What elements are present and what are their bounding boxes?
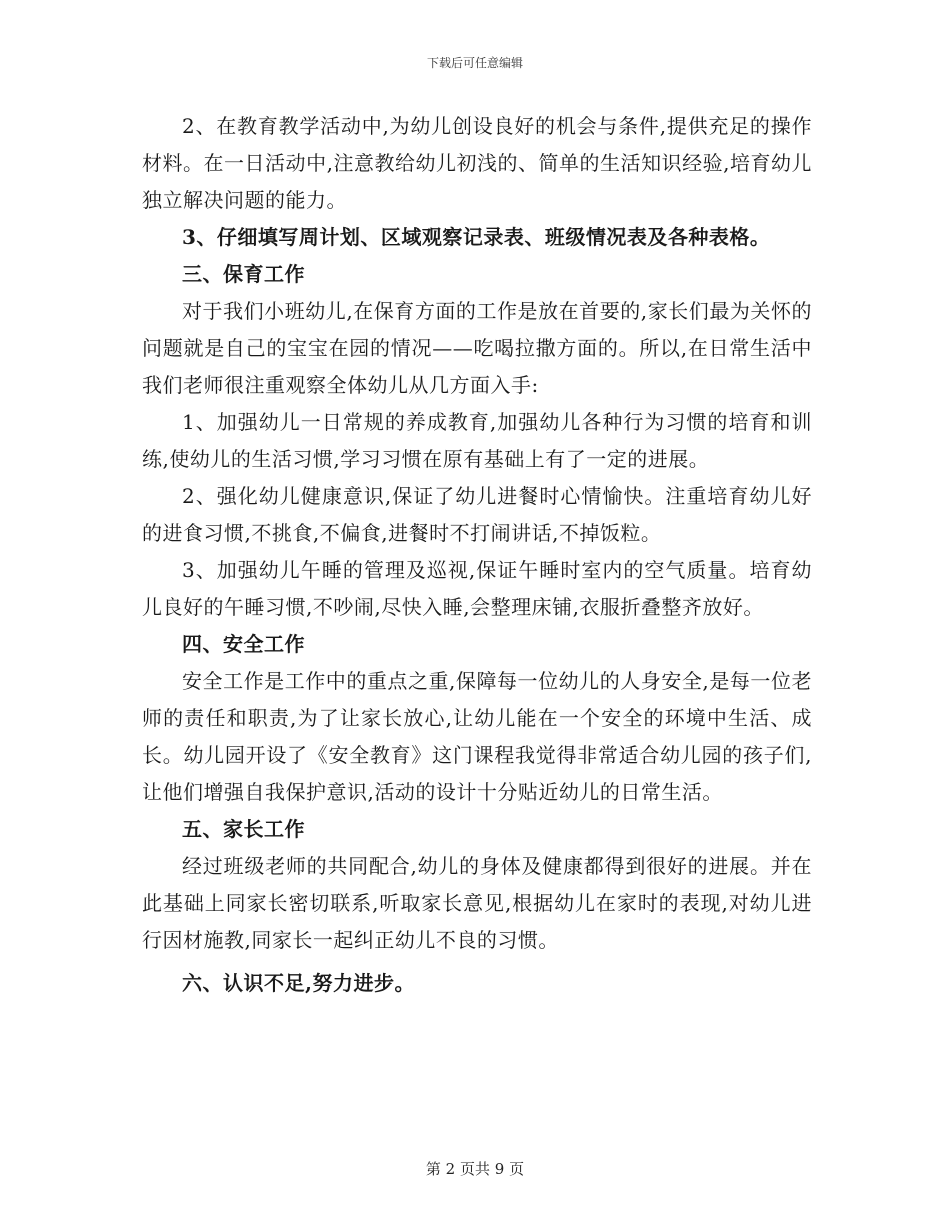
- section-heading-parent-work: 五、家长工作: [182, 817, 305, 841]
- paragraph-care-intro: 对于我们小班幼儿,在保育方面的工作是放在首要的,家长们最为关怀的问题就是自己的宝宝在园的情况——吃喝拉撒方面的。所以,在日常生活中我们老师很注重观察全体幼儿从几方面入手:: [142, 299, 812, 397]
- paragraph-care-health: 2、强化幼儿健康意识,保证了幼儿进餐时心情愉快。注重培育幼儿好的进食习惯,不挑食,不偏食,进餐时不打闹讲话,不掉饭粒。: [142, 484, 812, 545]
- section-heading-safety-work: 四、安全工作: [182, 632, 305, 656]
- document-body: [142, 108, 812, 1002]
- page-header: 下载后可任意编辑: [426, 56, 523, 70]
- paragraph-safety: 安全工作是工作中的重点之重,保障每一位幼儿的人身安全,是每一位老师的责任和职责,为了让家长放心,让幼儿能在一个安全的环境中生活、成长。幼儿园开设了《安全教育》这门课程我觉得非常适合幼儿园的孩子们,让他们增强自我保护意识,活动的设计十分贴近幼儿的日常生活。: [142, 669, 812, 804]
- page-number: 第 2 页共 9 页: [425, 1160, 525, 1178]
- section-heading-shortcomings: 六、认识不足,努力进步。: [182, 971, 415, 995]
- paragraph-care-nap: 3、加强幼儿午睡的管理及巡视,保证午睡时室内的空气质量。培育幼儿良好的午睡习惯,不吵闹,尽快入睡,会整理床铺,衣服折叠整齐放好。: [142, 558, 812, 619]
- paragraph-teaching-conditions: 2、在教育教学活动中,为幼儿创设良好的机会与条件,提供充足的操作材料。在一日活动中,注意教给幼儿初浅的、简单的生活知识经验,培育幼儿独立解决问题的能力。: [142, 114, 812, 212]
- section-heading-care-work: 三、保育工作: [182, 262, 305, 286]
- paragraph-care-routine: 1、加强幼儿一日常规的养成教育,加强幼儿各种行为习惯的培育和训练,使幼儿的生活习惯,学习习惯在原有基础上有了一定的进展。: [142, 410, 812, 471]
- paragraph-weekly-plan: 3、仔细填写周计划、区域观察记录表、班级情况表及各种表格。: [182, 225, 771, 249]
- paragraph-parents: 经过班级老师的共同配合,幼儿的身体及健康都得到很好的进展。并在此基础上同家长密切联系,听取家长意见,根据幼儿在家时的表现,对幼儿进行因材施教,同家长一起纠正幼儿不良的习惯。: [142, 854, 812, 952]
